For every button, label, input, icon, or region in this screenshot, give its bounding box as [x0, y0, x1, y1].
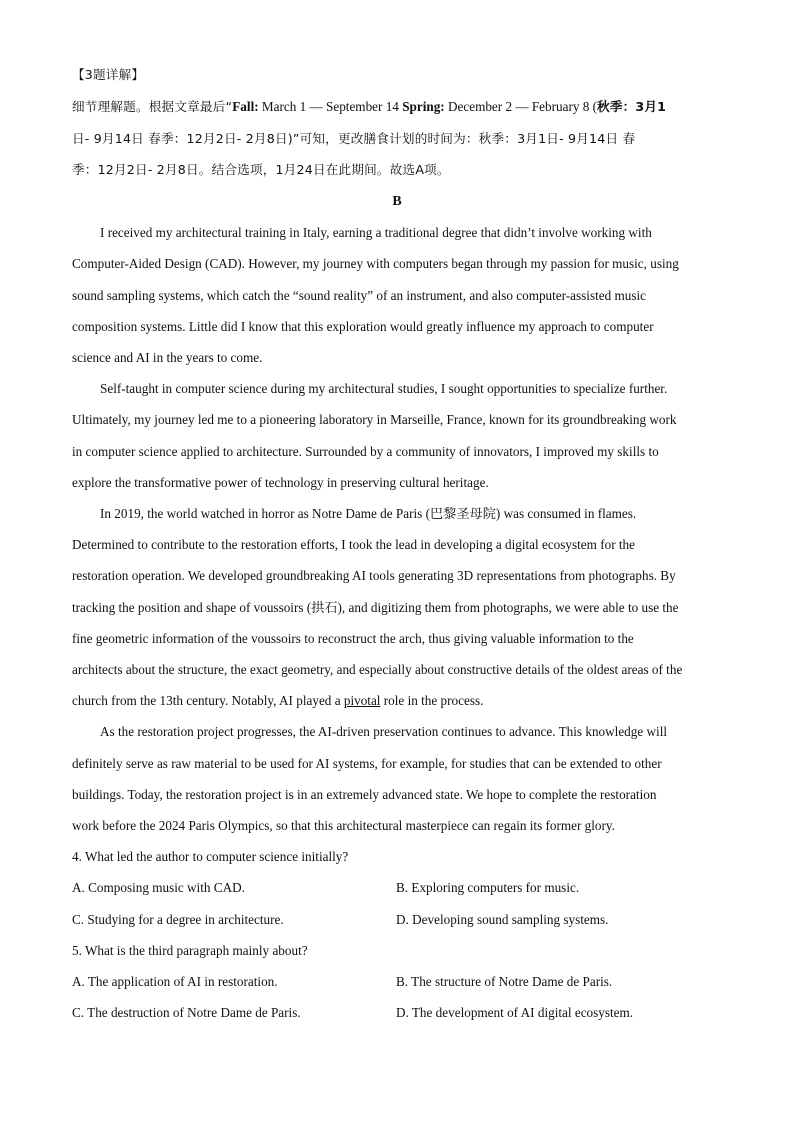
- passage-line: tracking the position and shape of voussoirs (拱石), and digitizing them from photographs, we were able to use the: [72, 600, 679, 615]
- explanation-heading: 【3题详解】: [72, 67, 145, 82]
- passage-line: As the restoration project progresses, the AI-driven preservation continues to advance. This knowledge will: [100, 724, 668, 739]
- question-5-option-b: B. The structure of Notre Dame de Paris.: [396, 974, 613, 989]
- question-5-stem: 5. What is the third paragraph mainly about?: [72, 943, 308, 958]
- passage-line: explore the transformative power of technology in preserving cultural heritage.: [72, 475, 489, 490]
- question-5-option-a: A. The application of AI in restoration.: [72, 974, 278, 989]
- passage-line: Computer-Aided Design (CAD). However, my journey with computers began through my passion for music, using: [72, 256, 679, 271]
- fall-text: March 1 — September 14: [258, 99, 403, 114]
- question-4-option-a: A. Composing music with CAD.: [72, 880, 245, 895]
- question-4-option-d: D. Developing sound sampling systems.: [396, 912, 609, 927]
- passage-line: restoration operation. We developed groundbreaking AI tools generating 3D representations from photographs. By: [72, 568, 676, 583]
- passage-line: composition systems. Little did I know that this exploration would greatly influence my approach to computer: [72, 319, 654, 334]
- passage-line: in computer science applied to architecture. Surrounded by a community of innovators, I improved my skills to: [72, 444, 659, 459]
- passage-line: architects about the structure, the exact geometry, and especially about constructive details of the oldest areas of the: [72, 662, 683, 677]
- pivotal-word: pivotal: [343, 693, 381, 708]
- explanation-intro: 细节理解题。根据文章最后“: [72, 99, 233, 114]
- fall-label: Fall:: [232, 99, 259, 114]
- passage-line: definitely serve as raw material to be used for AI systems, for example, for studies that can be extended to other: [72, 756, 662, 771]
- passage-line: Determined to contribute to the restoration efforts, I took the lead in developing a digital ecosystem for the: [72, 537, 635, 552]
- passage-line: fine geometric information of the voussoirs to reconstruct the arch, thus giving valuable information to the: [72, 631, 634, 646]
- question-5-option-d: D. The development of AI digital ecosystem.: [396, 1005, 634, 1020]
- passage-line: In 2019, the world watched in horror as Notre Dame de Paris (巴黎圣母院) was consumed in flames.: [100, 506, 637, 521]
- passage-line: work before the 2024 Paris Olympics, so that this architectural masterpiece can regain its former glory.: [72, 818, 615, 833]
- passage-line-pivotal: [72, 692, 724, 710]
- question-4-option-c: C. Studying for a degree in architecture.: [72, 912, 284, 927]
- passage-line: Ultimately, my journey led me to a pioneering laboratory in Marseille, France, known for its groundbreaking work: [72, 412, 677, 427]
- passage-line: sound sampling systems, which catch the “sound reality” of an instrument, and also computer-assisted music: [72, 288, 647, 303]
- spring-label: Spring:: [402, 99, 445, 114]
- explanation-line-1: [72, 98, 724, 116]
- explanation-line1-tail: 秋季：3月1: [597, 99, 667, 114]
- passage-text: church from the 13th century. Notably, AI played a: [72, 693, 344, 708]
- passage-text: role in the process.: [380, 693, 484, 708]
- passage-line: buildings. Today, the restoration project is in an extremely advanced state. We hope to complete the restoration: [72, 787, 657, 802]
- question-4-option-b: B. Exploring computers for music.: [396, 880, 580, 895]
- passage-line: I received my architectural training in Italy, earning a traditional degree that didn’t involve working with: [100, 225, 652, 240]
- question-4-stem: 4. What led the author to computer science initially?: [72, 849, 349, 864]
- section-title: B: [392, 194, 402, 209]
- question-5-option-c: C. The destruction of Notre Dame de Paris.: [72, 1005, 301, 1020]
- explanation-line-3: 季：12月2日- 2月8日。结合选项，1月24日在此期间。故选A项。: [72, 162, 450, 177]
- spring-text: December 2 — February 8 (: [444, 99, 598, 114]
- explanation-line-2: 日- 9月14日 春季：12月2日- 2月8日)”可知，更改膳食计划的时间为：秋季：3月1日- 9月14日 春: [72, 131, 636, 146]
- passage-line: Self-taught in computer science during my architectural studies, I sought opportunities to specialize further.: [100, 381, 668, 396]
- passage-line: science and AI in the years to come.: [72, 350, 263, 365]
